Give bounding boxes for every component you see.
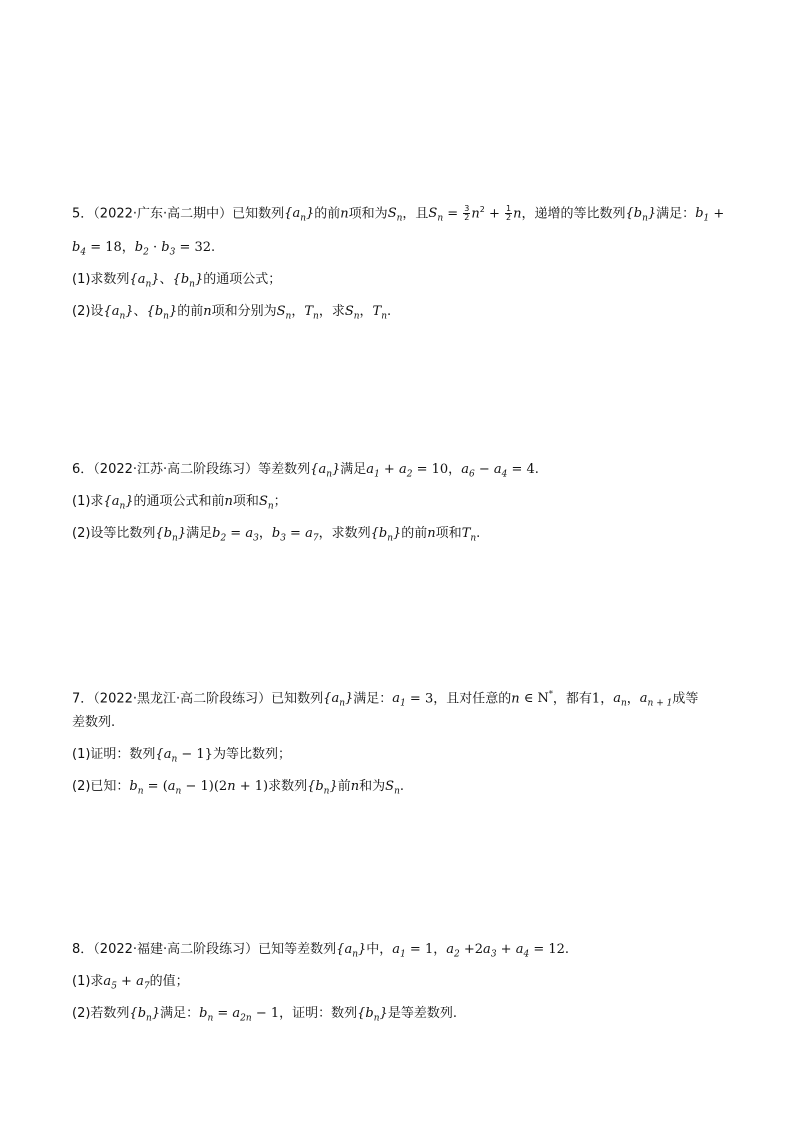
problem-number: 8	[72, 942, 81, 957]
problem-6-question-1: (1)求$\{a_n\}$的通项公式和前n项和$S_n$；	[72, 494, 287, 512]
problem-source: （2022·黑龙江·高二阶段练习）	[93, 691, 272, 707]
problem-8-question-2: (2)若数列$\{b_n\}$满足：$b_n = a_{2n} - 1$，证明：数列$\{b_n\}$是等差数列.	[72, 1006, 457, 1024]
problem-6-stem: 6．（2022·江苏·高二阶段练习）等差数列$\{a_n\}$满足$a_1 + a_2 = 10$，$a_6 - a_4 = 4$.	[72, 462, 539, 480]
problem-source: （2022·江苏·高二阶段练习）	[93, 462, 259, 477]
problem-5-question-2: (2)设$\{a_n\}$、$\{b_n\}$的前n项和分别为$S_n$，$T_n$，求$S_n$，$T_n$.	[72, 304, 392, 322]
problem-7-stem: 7．（2022·黑龙江·高二阶段练习）已知数列$\{a_n\}$满足：$a_1 = 3$，且对任意的n ∈ N*，都有1，$a_n$，$a_{n + 1}$成等	[72, 690, 699, 709]
problem-number: 5	[72, 206, 81, 222]
problem-5-question-1: (1)求数列$\{a_n\}$、$\{b_n\}$的通项公式；	[72, 272, 282, 290]
problem-8-question-1: (1)求$a_5 + a_7$的值；	[72, 974, 189, 992]
problem-source: （2022·福建·高二阶段练习）	[93, 942, 259, 957]
problem-8-stem: 8．（2022·福建·高二阶段练习）已知等差数列$\{a_n\}$中，$a_1 = 1$，$a_2 +2a_3 + a_4 = 12$.	[72, 942, 570, 960]
problem-7-question-1: (1)证明：数列$\{a_n - 1\}$为等比数列；	[72, 747, 291, 765]
problem-5-stem-line2: $b_4 = 18$，$b_2 \cdot b_3 = 32$.	[72, 240, 216, 258]
problem-7-question-2: (2)已知：$b_n = (a_n - 1)(2n + 1)$求数列$\{b_n\}$前n和为$S_n$.	[72, 779, 404, 797]
problem-7-stem-line2: 差数列.	[72, 715, 116, 730]
problem-number: 6	[72, 462, 81, 477]
problem-5-stem: 5．（2022·广东·高二期中）已知数列$\{a_n\}$的前n项和为$S_n$，且$S_n$ = $\frac{3}{2}$ $n^2$ + $\frac{1}{2}$ n，递增的等比数列$\{b_n\}$满足：$b_1$ +	[72, 204, 725, 224]
problem-6-question-2: (2)设等比数列$\{b_n\}$满足$b_2 = a_3$，$b_3 = a_7$，求数列$\{b_n\}$的前n项和$T_n$.	[72, 526, 481, 544]
problem-source: （2022·广东·高二期中）	[93, 206, 233, 222]
problem-number: 7	[72, 691, 81, 707]
